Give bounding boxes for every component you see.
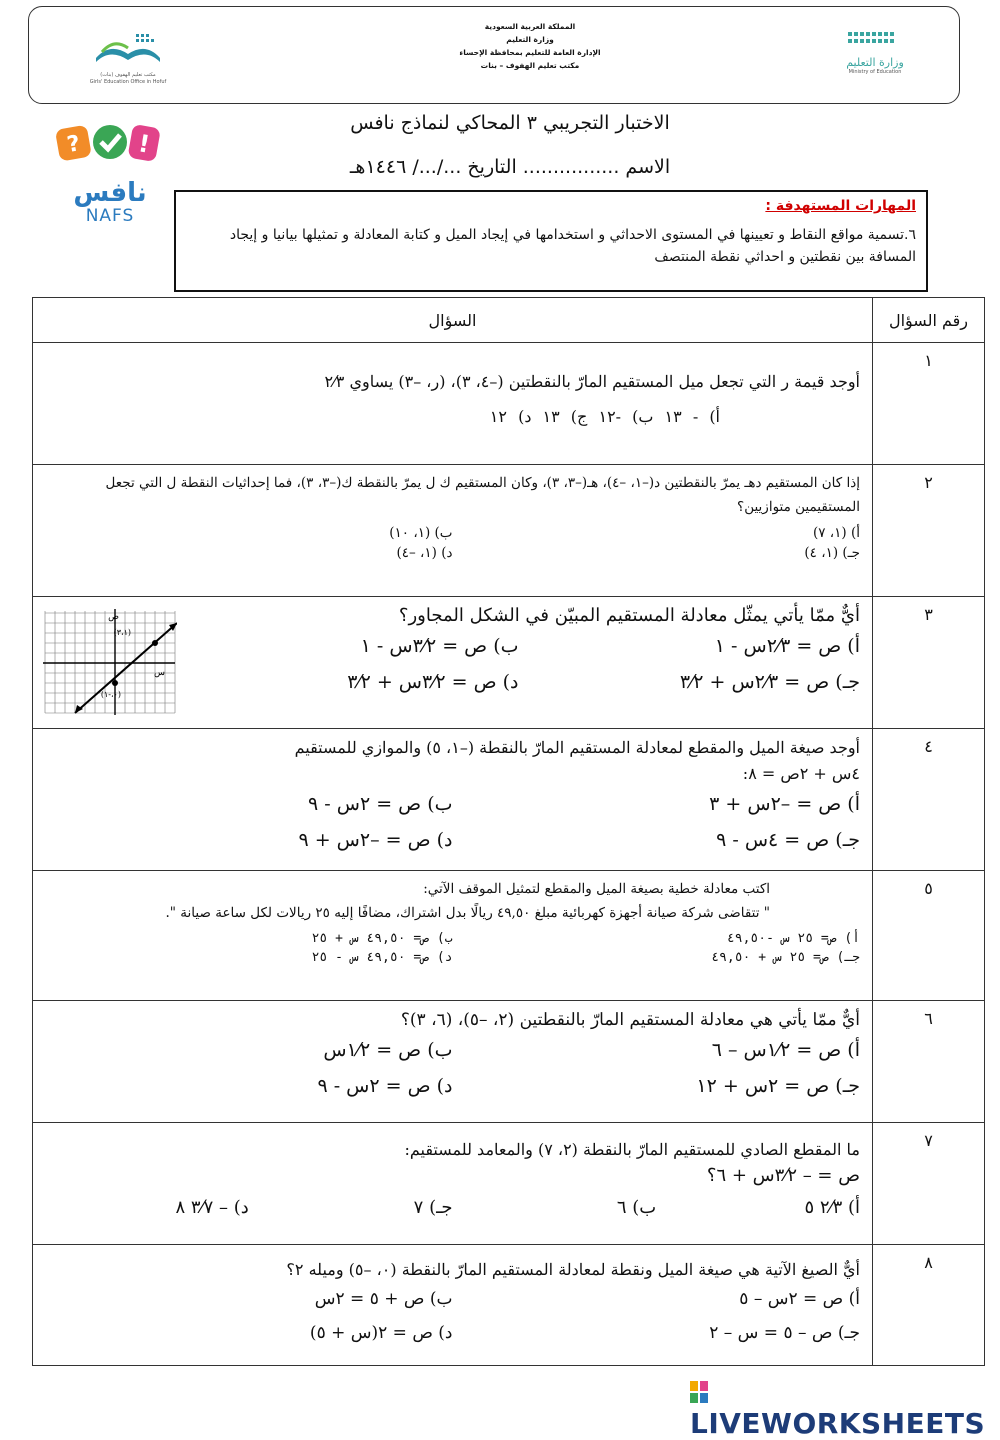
office-logo-sub: Girls' Education Office in Hofuf [89,79,167,85]
option-a[interactable]: أ) ص= ٢٥ س -٤٩,٥٠ [726,931,860,946]
question-stem: إذا كان المستقيم دهـ يمرّ بالنقطتين د(–١، –٤)، هـ(–٣، ٣)، وكان المستقيم ك ل يمرّ بالنقطة ك(–٣، ٣)، فما إحداثيات النقطة ل التي تجعل المستقيمين متوازيين؟ [105,475,860,515]
question-row [33,729,985,871]
point-b [112,680,118,686]
header-lines [400,20,660,72]
nafs-logo [50,116,170,226]
question-row [33,597,985,729]
option-c[interactable]: جـ) ص= ٢٥ س + ٤٩,٥٠ [711,950,860,965]
option-a[interactable]: أ) ص = ٢⁄٣س - ١ [714,635,860,657]
option-c[interactable]: جـ) ص – ٥ = س – ٢ [709,1323,860,1343]
svg-text:?: ? [65,131,83,158]
question-content [33,343,873,465]
test-title: الاختبار التجريبي ٣ المحاكي لنماذج نافس [350,112,670,134]
option-d[interactable]: د) ص = –٢س + ٩ [298,829,453,851]
question-row [33,1245,985,1366]
question-row [33,1123,985,1245]
point-a-label: (٣،١) [113,628,131,637]
ministry-dots-icon [840,28,910,52]
question-content [33,1123,873,1245]
question-options [177,635,860,693]
header-line: مكتب تعليم الهفوف – بنات [480,61,580,70]
option-d[interactable]: د) – ٣⁄٧ ٨ [175,1197,249,1218]
liveworksheets-brand [690,1374,1000,1440]
y-axis-label: ص [108,612,119,622]
option-d[interactable]: د) ص= ٤٩,٥٠ س - ٢٥ [311,950,453,965]
option-a[interactable]: أ) ص = –٢س + ٣ [709,793,860,815]
brand-text: LIVEWORKSHEETS [690,1407,986,1440]
question-row [33,343,985,465]
question-options [45,525,860,561]
question-stem: ما المقطع الصادي للمستقيم المارّ بالنقطة (٢، ٧) والمعامد للمستقيم: [404,1140,860,1159]
liveworksheets-logo-icon [690,1381,708,1403]
option-b[interactable]: ب) ص= ٤٩,٥٠ س + ٢٥ [311,931,453,946]
header-line: وزارة التعليم [506,35,554,44]
question-stem-line2: " تتقاضى شركة صيانة أجهزة كهربائية مبلغ ٤٩,٥٠ ريالًا بدل اشتراك، مضافًا إليه ٢٥ ريالات لكل ساعة صيانة ". [165,905,770,921]
question-stem: اكتب معادلة خطية بصيغة الميل والمقطع لتمثيل الموقف الآتي: [423,881,770,897]
ministry-logo-text: وزارة التعليم [846,56,904,69]
question-stem: أوجد قيمة ر التي تجعل ميل المستقيم المارّ بالنقطتين (–٤، ٣)، (ر، –٣) يساوي ٢⁄٣ [324,372,860,391]
option-b[interactable]: ب) ص = ٣⁄٢س - ١ [360,635,519,657]
option-a[interactable]: أ) (١، ٧) [812,525,860,541]
question-number: ٨ [873,1245,985,1366]
option-c[interactable]: جـ) (١، ٤) [804,545,860,561]
option-c[interactable]: جـ) ص = ٤س - ٩ [716,829,860,851]
question-number: ٣ [873,597,985,729]
office-logo [88,28,168,83]
nafs-badges-icon [50,116,170,176]
question-number: ١ [873,343,985,465]
skills-box [174,190,928,292]
option-b[interactable]: ب) ص = ١⁄٢س [323,1039,453,1061]
questions-table [32,297,985,1366]
option-d[interactable]: د) (١، –٤) [396,545,453,561]
option-d[interactable]: د) ص = ٢(س + ٥) [309,1323,453,1343]
question-number: ٦ [873,1001,985,1123]
question-content [33,871,873,1001]
office-logo-text: مكتب تعليم الهفوف (بنات) [100,72,156,78]
point-b-label: (٠،-١) [100,690,121,699]
x-axis-label: س [154,668,165,678]
question-stem: أوجد صيغة الميل والمقطع لمعادلة المستقيم المارّ بالنقطة (–١، ٥) والموازي للمستقيم [294,738,860,757]
question-content [33,1001,873,1123]
point-a [152,640,158,646]
question-number: ٧ [873,1123,985,1245]
question-options [45,1039,860,1097]
option-d[interactable]: د) ص = ٢س - ٩ [317,1075,453,1097]
question-content [33,1245,873,1366]
question-stem: أيٌّ ممّا يأتي هي معادلة المستقيم المارّ بالنقطتين (٢، –٥)، (٦، ٣)؟ [400,1010,860,1030]
question-options [45,793,860,851]
option-a[interactable]: أ) ص = ١⁄٢س – ٦ [711,1039,860,1061]
option-d[interactable]: د) ص = ٣⁄٢س + ٣⁄٢ [347,671,519,693]
option-a[interactable]: أ) ص = ٢س – ٥ [739,1289,860,1309]
option-c[interactable]: جـ) ص = ٢⁄٣س + ٣⁄٢ [679,671,860,693]
question-options [45,931,860,965]
question-options [45,1197,860,1218]
svg-text:!: ! [136,129,152,159]
question-content [33,465,873,597]
nafs-logo-ar: نافس [73,178,147,208]
header-line: المملكة العربية السعودية [484,22,576,31]
ministry-logo [840,28,910,83]
book-logo-icon [88,28,168,68]
line-graph [41,605,177,717]
col-question-number: رقم السؤال [873,298,985,343]
nafs-logo-en: NAFS [85,206,135,226]
question-row [33,1001,985,1123]
question-content [33,729,873,871]
name-date-line: الاسم ................ التاريخ .../.../ ١٤٤٦هـ [349,156,671,178]
ministry-logo-sub: Ministry of Education [848,69,902,75]
table-header-row [33,298,985,343]
question-number: ٥ [873,871,985,1001]
question-number: ٢ [873,465,985,597]
question-number: ٤ [873,729,985,871]
question-stem: أيٌّ الصيغ الآتية هي صيغة الميل ونقطة لمعادلة المستقيم المارّ بالنقطة (٠، –٥) وميله ٢؟ [286,1260,860,1279]
question-stem: أيٌّ ممّا يأتي يمثّل معادلة المستقيم المبيّن في الشكل المجاور؟ [398,605,860,626]
question-options: أ) - ١٣ ب) -١٢ ج) ١٣ د) ١٢ [489,407,720,426]
option-c[interactable]: جـ) ص = ٢س + ١٢ [696,1075,860,1097]
skills-title: المهارات المستهدفة : [765,198,916,214]
option-c[interactable]: جـ) ٧ [413,1197,453,1218]
option-b[interactable]: ب) ص + ٥ = ٢س [314,1289,453,1309]
skills-text: ٦.تسمية مواقع النقاط و تعيينها في المستوى الاحداثي و استخدامها في إيجاد الميل و كتابة المعادلة و تمثيلها بيانيا و إيجاد المسافة بين نقطتين و احداثي نقطة المنتصف [229,227,916,265]
question-row [33,871,985,1001]
question-stem-line2: ص = – ٣⁄٢س + ٦؟ [706,1165,860,1186]
col-question: السؤال [33,298,873,343]
question-options [45,1289,860,1343]
header-line: الإدارة العامة للتعليم بمحافظة الإحساء [459,48,601,57]
option-a[interactable]: أ) ٢⁄٣ ٥ [804,1197,860,1218]
question-stem-line2: ٤س + ٢ص = ٨: [742,764,860,783]
option-b[interactable]: ب) ٦ [616,1197,657,1218]
question-content [33,597,873,729]
option-b[interactable]: ب) (١، ١٠) [389,525,453,541]
option-b[interactable]: ب) ص = ٢س - ٩ [308,793,453,815]
question-row [33,465,985,597]
